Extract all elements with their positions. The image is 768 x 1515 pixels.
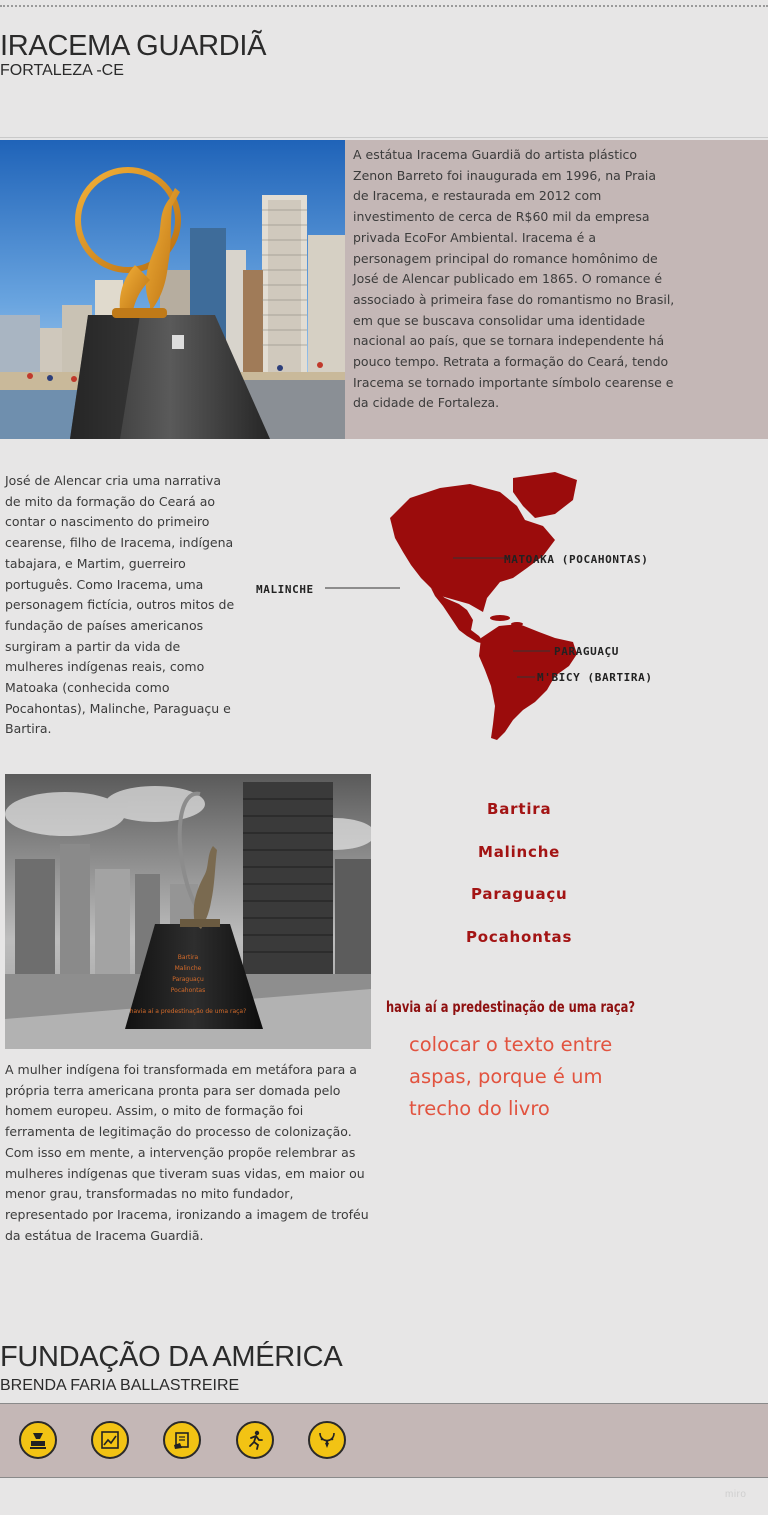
plaque-line: Paraguaçu	[172, 976, 204, 983]
miro-watermark: miro	[725, 1489, 747, 1500]
plaque-line: Bartira	[177, 954, 199, 961]
name-paraguacu: Paraguaçu	[471, 885, 568, 903]
divider	[0, 137, 768, 138]
americas-map	[255, 470, 685, 745]
book-hand-icon[interactable]	[163, 1421, 201, 1459]
plaque-line: havia aí a predestinação de uma raça?	[129, 1008, 247, 1015]
intro-text: A estátua Iracema Guardiã do artista plástico Zenon Barreto foi inaugurada em 1996, na Praia de Iracema, e restaurada em 2012 com investimento de cerca de R$60 mil da empresa privada EcoFor Ambiental. Iracema é a personagem principal do romance homônimo de José de Alencar publicado em 1865. O romance é associado à primeira fase do romantismo no Brasil, em que se buscava consolidar uma identidade nacional ao país, que se tornara independente há pouco tempo. Retrata a formação do Ceará, tendo Iracema se tornado importante símbolo cearense e da cidade de Fortaleza.	[353, 147, 675, 411]
plaque-line: Malinche	[174, 965, 202, 972]
map-label-mbicy: M'BICY (BARTIRA)	[537, 671, 653, 684]
runner-icon[interactable]	[236, 1421, 274, 1459]
plaque-line: Pocahontas	[170, 987, 206, 994]
stamp-icon[interactable]	[19, 1421, 57, 1459]
review-comment: colocar o texto entre aspas, porque é um trecho do livro	[409, 1033, 613, 1120]
name-pocahontas: Pocahontas	[466, 928, 573, 946]
narrative-text: José de Alencar cria uma narrativa de mito da formação do Ceará ao contar o nascimento do primeiro cearense, filho de Iracema, indígena tabajara, e Martim, guerreiro português. Como Iracema, uma personagem fictícia, outros mitos de fundação de países americanos surgiram a partir da vida de mulheres indígenas reais, como Matoaka (conhecida como Pocahontas), Malinche, Paraguaçu e Bartira.	[5, 473, 235, 737]
icon-toolbar	[0, 1403, 768, 1478]
predestination-quote: havia aí a predestinação de uma raça?	[386, 998, 636, 1016]
intervention-photo	[5, 774, 371, 1049]
conclusion-text: A mulher indígena foi transformada em metáfora para a própria terra americana pronta para ser domada pelo homem europeu. Assim, o mito de formação foi ferramenta de legitimação do processo de colonização. Com isso em mente, a intervenção propõe relembrar as mulheres indígenas que tiveram suas vidas, em maior ou menor grau, transformadas no mito fundador, representado por Iracema, ironizando a imagem de troféu da estátua de Iracema Guardiã.	[5, 1062, 369, 1243]
chart-frame-icon[interactable]	[91, 1421, 129, 1459]
top-dotted-border	[0, 0, 768, 7]
name-malinche: Malinche	[478, 843, 561, 861]
statue-photo	[0, 140, 345, 439]
name-bartira: Bartira	[487, 800, 552, 818]
page-subtitle: FORTALEZA -CE	[0, 62, 124, 79]
footer-author: BRENDA FARIA BALLASTREIRE	[0, 1377, 240, 1394]
intro-panel	[345, 140, 768, 439]
map-label-malinche: MALINCHE	[256, 583, 314, 596]
pedestal-plaque	[5, 952, 371, 1017]
map-label-matoaka: MATOAKA (POCAHONTAS)	[504, 553, 649, 566]
map-label-paraguacu: PARAGUAÇU	[554, 645, 620, 658]
necklace-icon[interactable]	[308, 1421, 346, 1459]
footer-title: FUNDAÇÃO DA AMÉRICA	[0, 1341, 343, 1373]
page-title: IRACEMA GUARDIÃ	[0, 30, 267, 62]
